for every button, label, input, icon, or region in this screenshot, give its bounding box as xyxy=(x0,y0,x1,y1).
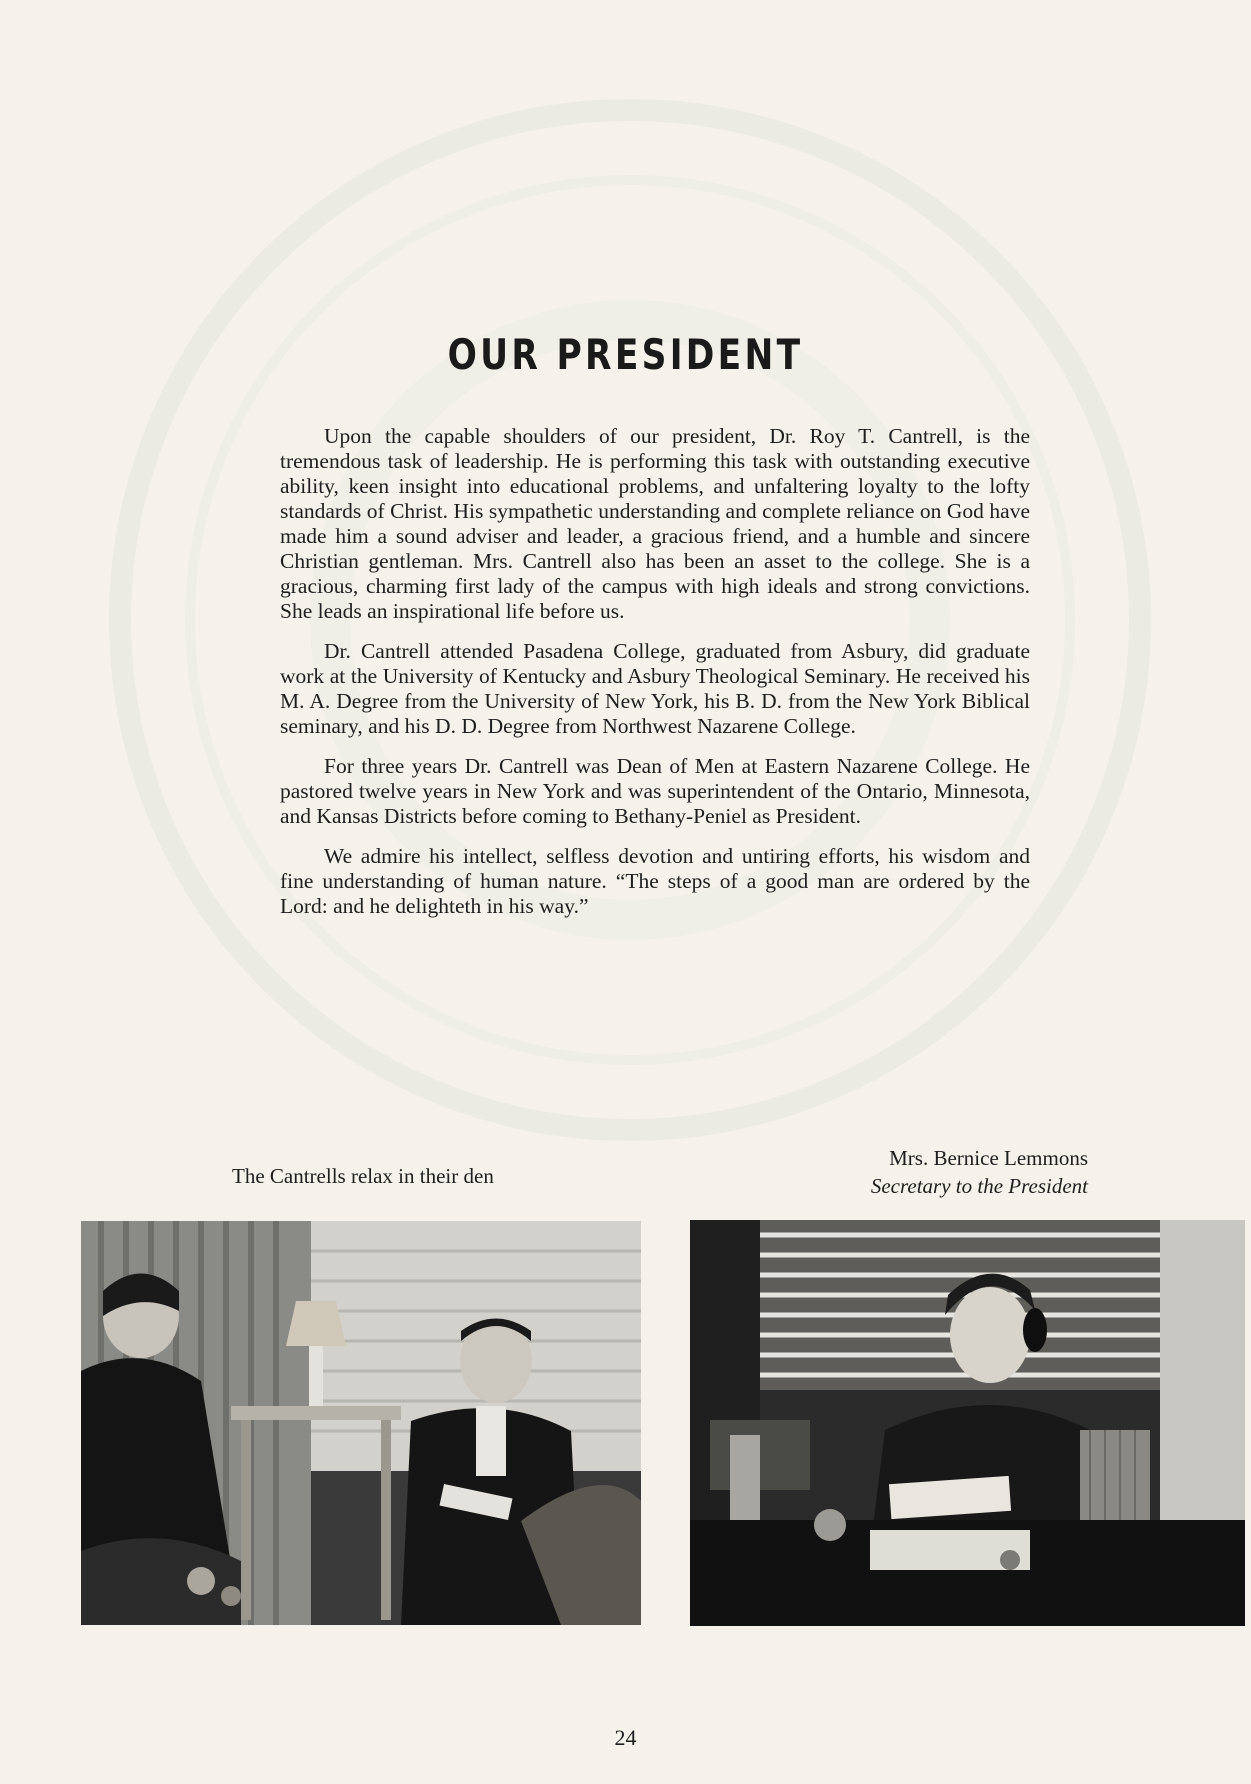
paragraph: For three years Dr. Cantrell was Dean of Men at Eastern Nazarene College. He pastored twelve years in New York and was superintendent of the Ontario, Minnesota, and Kansas Districts before coming to Bethany-Peniel as President. xyxy=(280,754,1030,828)
paragraph: Dr. Cantrell attended Pasadena College, graduated from Asbury, did graduate work at the University of Kentucky and Asbury Theological Seminary. He received his M. A. Degree from the University of New York, his B. D. from the New York Biblical seminary, and his D. D. Degree from Northwest Nazarene College. xyxy=(280,639,1030,738)
caption-name: Mrs. Bernice Lemmons xyxy=(889,1146,1088,1170)
photo-caption-right xyxy=(812,1144,1088,1200)
photo-secretary-desk xyxy=(690,1220,1245,1626)
page-title: OUR PRESIDENT xyxy=(447,330,804,379)
photo-caption-left: The Cantrells relax in their den xyxy=(232,1164,494,1188)
article-body xyxy=(280,424,1030,934)
photo-cantrells-den xyxy=(81,1221,641,1625)
page-number: 24 xyxy=(614,1725,637,1750)
paragraph: Upon the capable shoulders of our president, Dr. Roy T. Cantrell, is the tremendous task of leadership. He is performing this task with outstanding executive ability, keen insight into educational problems, and unfaltering loyalty to the lofty standards of Christ. His sympathetic understanding and complete reliance on God have made him a sound adviser and leader, a gracious friend, and a humble and sincere Christian gentleman. Mrs. Cantrell also has been an asset to the college. She is a gracious, charming first lady of the campus with high ideals and strong convictions. She leads an inspirational life before us. xyxy=(280,424,1030,623)
caption-role: Secretary to the President xyxy=(870,1174,1088,1198)
paragraph: We admire his intellect, selfless devotion and untiring efforts, his wisdom and fine understanding of human nature. “The steps of a good man are ordered by the Lord: and he delighteth in his way.” xyxy=(280,844,1030,918)
